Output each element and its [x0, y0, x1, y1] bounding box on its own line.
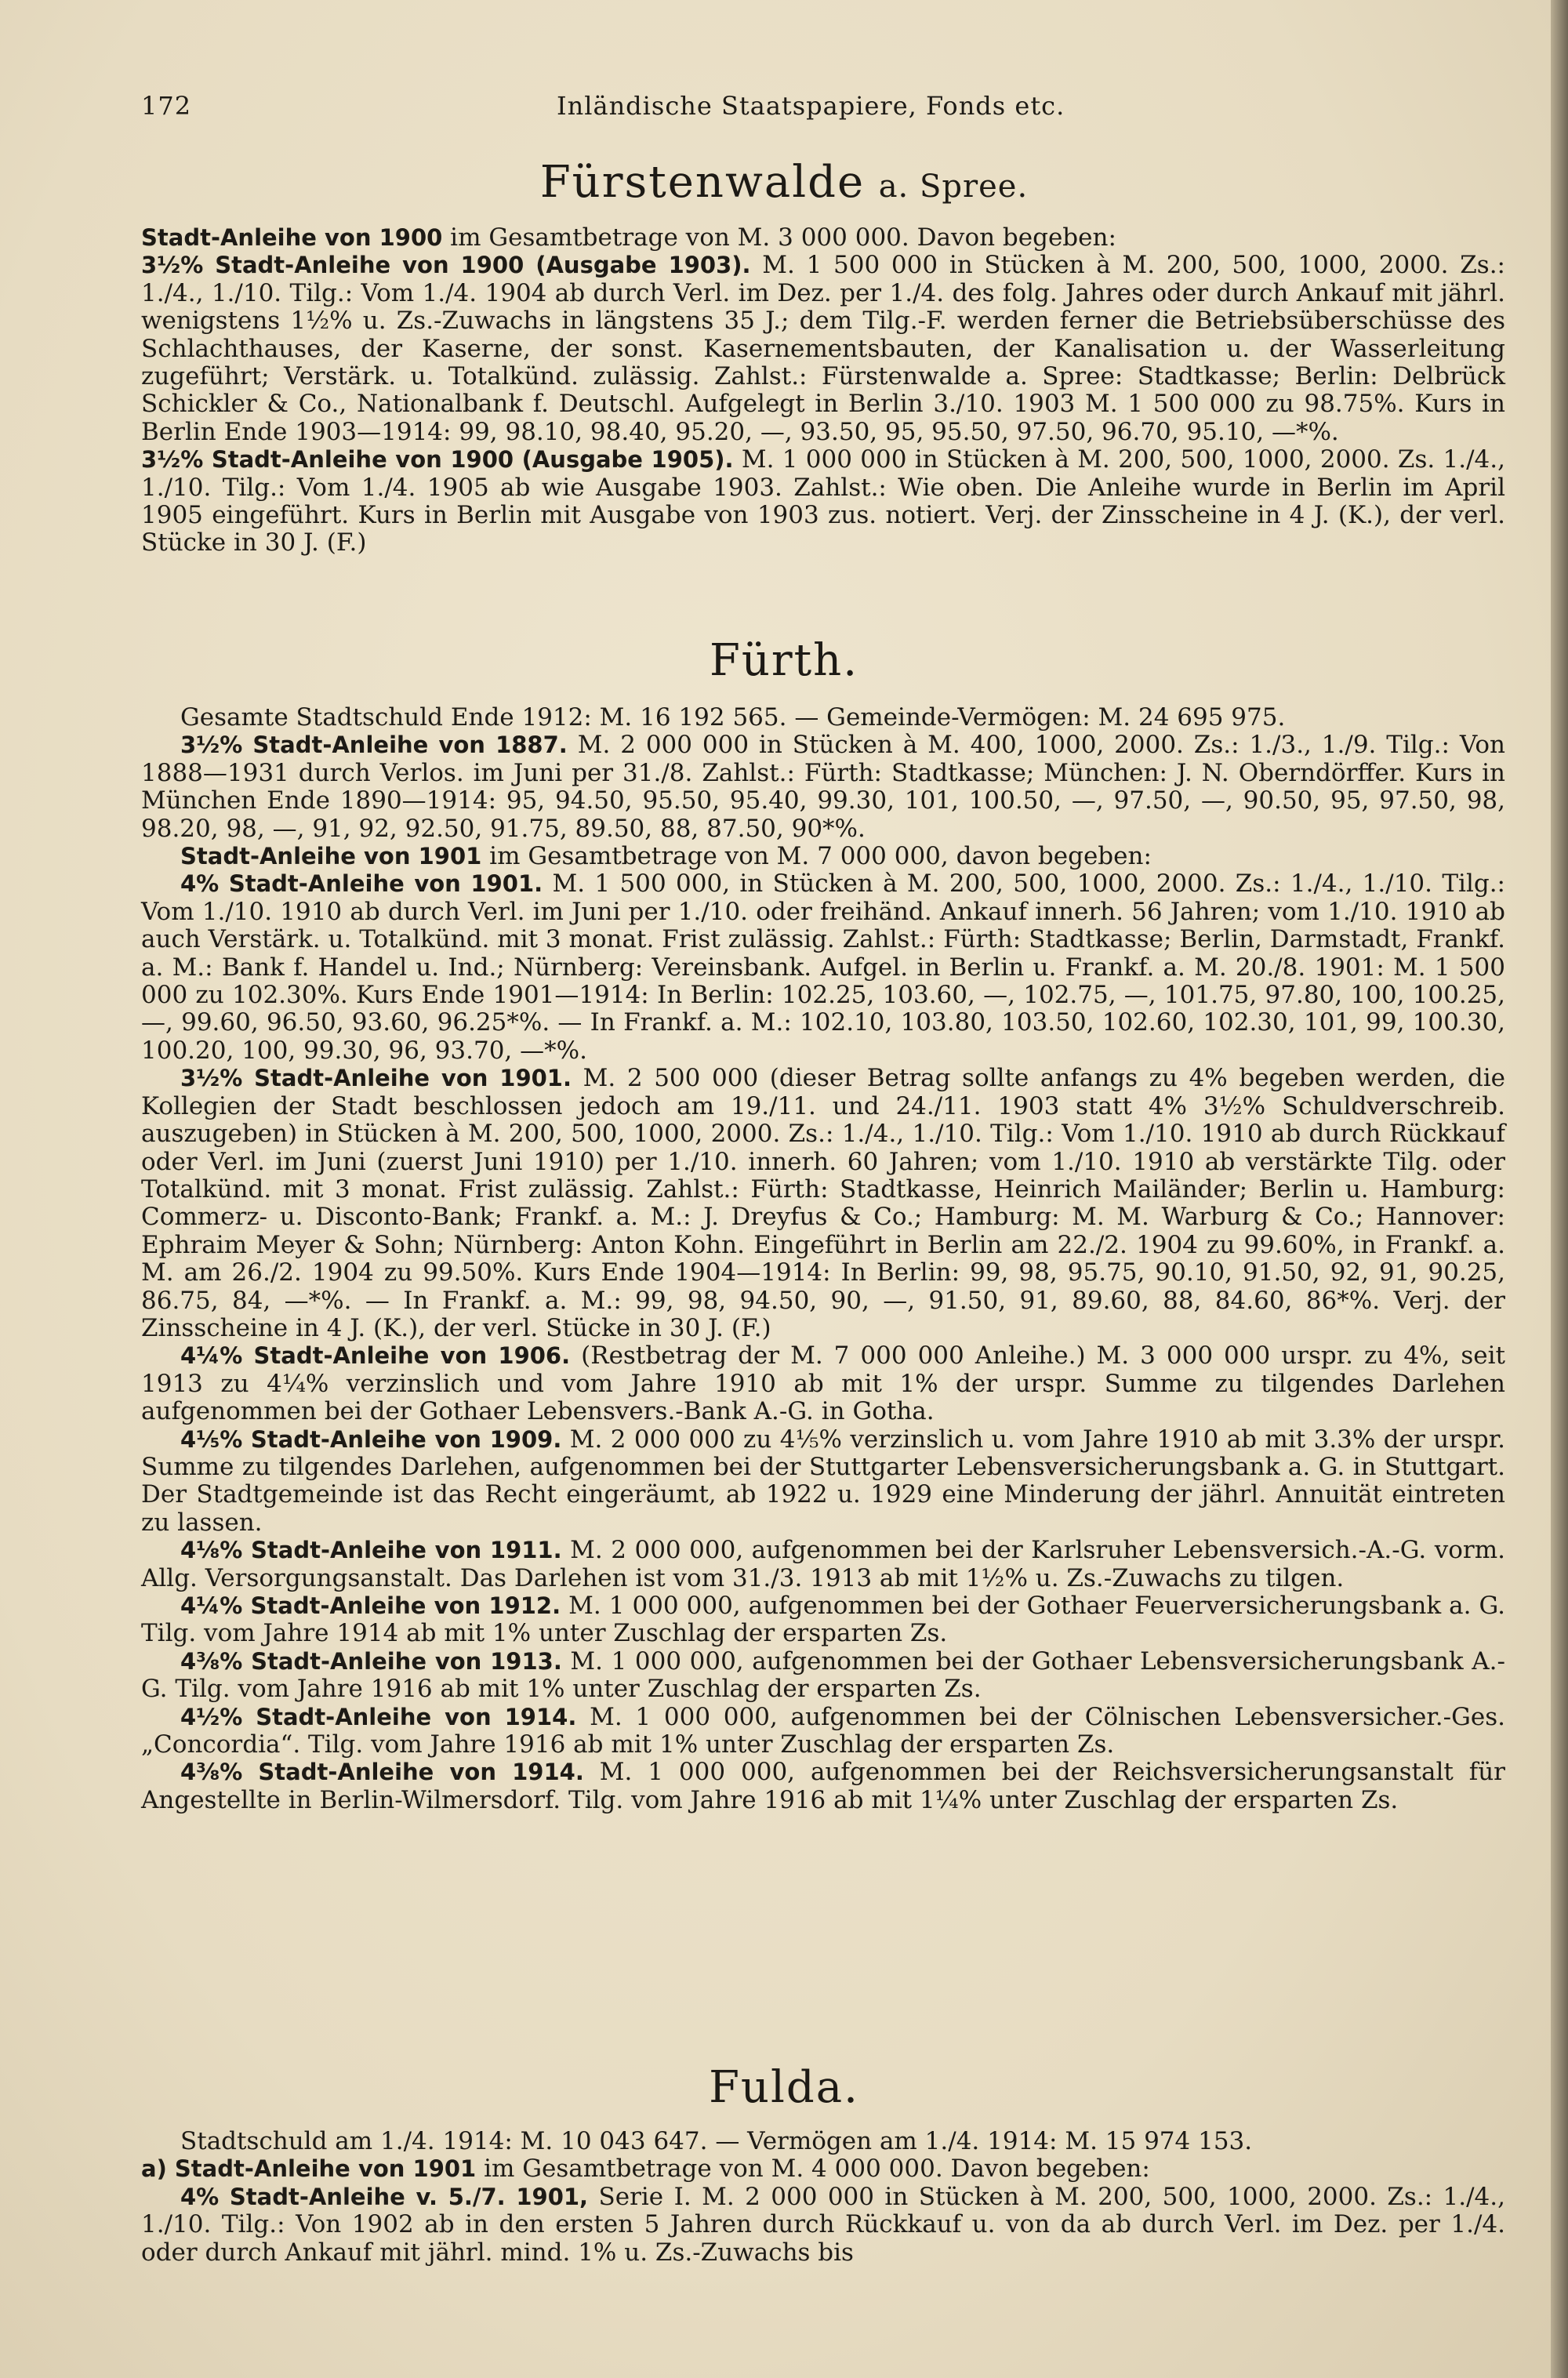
paragraph-text: M. 2 500 000 (dieser Betrag sollte anfangs zu 4% begeben werden, die Kollegien der Stadt beschlossen jedoch am 19./11. und 24./11. 1903 statt 4% 3½% Schuldverschreib. auszugeben) in Stücken à M. 200, 500, 1000, 2000. Zs.: 1./4., 1./10. Tilg.: Vom 1./10. 1910 ab durch Rückkauf oder Verl. im Juni (zuerst Juni 1910) per 1./10. innerh. 60 Jahren; vom 1./10. 1910 ab verstärkte Tilg. oder Totalkünd. mit 3 monat. Frist zulässig. Zahlst.: Fürth: Stadtkasse, Heinrich Mailänder; Berlin u. Hamburg: Commerz- u. Disconto-Bank; Frankf. a. M.: J. Dreyfus & Co.; Hamburg: M. M. Warburg & Co.; Hannover: Ephraim Meyer & Sohn; Nürnberg: Anton Kohn. Eingeführt in Berlin am 22./2. 1904 zu 99.60%, in Frankf. a. M. am 26./2. 1904 zu 99.50%. Kurs Ende 1904—1914: In Berlin: 99, 98, 95.75, 90.10, 91.50, 92, 91, 90.25, 86.75, 84, —*%. — In Frankf. a. M.: 99, 98, 94.50, 90, —, 91.50, 91, 89.60, 88, 84.60, 86*%. Verj. der Zinsscheine in 4 J. (K.), der verl. Stücke in 30 J. (F.): [141, 1064, 1505, 1342]
section-title-main: Fulda.: [709, 2062, 859, 2113]
paragraph-lead: 4⅜% Stadt-Anleihe von 1913.: [180, 1647, 562, 1675]
paragraph-text: M. 1 000 000, aufgenommen bei der Gothaer Lebensversicherungsbank A.-G. Tilg. vom Jahre 1916 ab mit 1% unter Zuschlag der ersparten Zs.: [141, 1646, 1505, 1704]
paragraph-lead: 4½% Stadt-Anleihe von 1914.: [180, 1703, 577, 1730]
paragraph: [141, 2184, 1505, 2267]
paragraph: [141, 446, 1505, 557]
paragraph-text: M. 1 000 000, aufgenommen bei der Gothaer Feuerversicherungsbank a. G. Tilg. vom Jahre 1914 ab mit 1% unter Zuschlag der ersparten Zs.: [141, 1592, 1505, 1648]
paragraph-text: M. 2 000 000 in Stücken à M. 400, 1000, 2000. Zs.: 1./3., 1./9. Tilg.: Von 1888—1931 durch Verlos. im Juni per 31./8. Zahlst.: Fürth: Stadtkasse; München: J. N. Oberndörffer. Kurs in München Ende 1890—1914: 95, 94.50, 95.50, 95.40, 99.30, 101, 100.50, —, 97.50, —, 90.50, 95, 97.50, 98, 98.20, 98, —, 91, 92, 92.50, 91.75, 89.50, 88, 87.50, 90*%.: [141, 731, 1506, 843]
paragraph-lead: 4⅛% Stadt-Anleihe von 1911.: [180, 1537, 562, 1564]
paragraph-lead: 4¼% Stadt-Anleihe von 1912.: [180, 1592, 561, 1619]
paragraph: [141, 252, 1505, 446]
paragraph: [141, 704, 1505, 732]
paragraph-text: Stadtschuld am 1./4. 1914: M. 10 043 647. — Vermögen am 1./4. 1914: M. 15 974 153.: [180, 2127, 1253, 2155]
paragraph-text: Serie I. M. 2 000 000 in Stücken à M. 200, 500, 1000, 2000. Zs.: 1./4., 1./10. Tilg.: Von 1902 ab in den ersten 5 Jahren durch Rückkauf u. von da ab durch Verl. im Dez. per 1./4. oder durch Ankauf mit jährl. mind. 1% u. Zs.-Zuwachs bis: [141, 2182, 1505, 2267]
paragraph-lead: 4% Stadt-Anleihe v. 5./7. 1901,: [180, 2183, 589, 2210]
section-title-fulda: [0, 2062, 1568, 2113]
paragraph-lead: 4% Stadt-Anleihe von 1901.: [180, 870, 543, 898]
paragraph: [141, 1537, 1505, 1592]
paragraph: [141, 1648, 1505, 1704]
section-body-fuerstenwalde: [141, 224, 1505, 557]
paragraph: [141, 1065, 1505, 1342]
paragraph-text: Gesamte Stadtschuld Ende 1912: M. 16 192 565. — Gemeinde-Vermögen: M. 24 695 975.: [180, 703, 1286, 732]
paragraph: [141, 1759, 1505, 1814]
paragraph-text: (Restbetrag der M. 7 000 000 Anleihe.) M. 3 000 000 urspr. zu 4%, seit 1913 zu 4¼% verzinslich und vom Jahre 1910 ab mit 1% der urspr. Summe zu tilgendes Darlehen aufgenommen bei der Gothaer Lebensvers.-Bank A.-G. in Gotha.: [141, 1341, 1505, 1426]
section-body-fulda: [141, 2128, 1505, 2267]
paragraph-lead: a) Stadt-Anleihe von 1901: [141, 2155, 477, 2183]
paragraph: [141, 1592, 1505, 1648]
page-number: 172: [141, 91, 192, 121]
paragraph-text: M. 1 000 000 in Stücken à M. 200, 500, 1000, 2000. Zs. 1./4., 1./10. Tilg.: Vom 1./4. 1905 ab wie Ausgabe 1903. Zahlst.: Wie oben. Die Anleihe wurde in Berlin im April 1905 eingeführt. Kurs in Berlin mit Ausgabe von 1903 zus. notiert. Verj. der Zinsscheine in 4 J. (K.), der verl. Stücke in 30 J. (F.): [141, 445, 1505, 557]
paragraph-lead: 3½% Stadt-Anleihe von 1900 (Ausgabe 1903).: [141, 252, 751, 279]
page-header: [141, 91, 1490, 130]
paragraph: [141, 870, 1505, 1065]
paragraph-text: M. 2 000 000, aufgenommen bei der Karlsruher Lebensversich.-A.-G. vorm. Allg. Versorgungsanstalt. Das Darlehen ist vom 31./3. 1913 ab mit 1½% u. Zs.-Zuwachs zu tilgen.: [141, 1536, 1505, 1592]
paragraph-text: im Gesamtbetrage von M. 4 000 000. Davon begeben:: [476, 2155, 1150, 2184]
paragraph: [141, 843, 1505, 870]
paragraph-text: M. 1 500 000 in Stücken à M. 200, 500, 1000, 2000. Zs.: 1./4., 1./10. Tilg.: Vom 1./4. 1904 ab durch Verl. im Dez. per 1./4. des folg. Jahres oder durch Ankauf mit jährl. wenigstens 1½% u. Zs.-Zuwachs in längstens 35 J.; dem Tilg.-F. werden ferner die Betriebsüberschüsse des Schlachthauses, der Kaserne, der sonst. Kasernementsbauten, der Kanalisation u. der Wasserleitung zugeführt; Verstärk. u. Totalkünd. zulässig. Zahlst.: Fürstenwalde a. Spree: Stadtkasse; Berlin: Delbrück Schickler & Co., Nationalbank f. Deutschl. Aufgelegt in Berlin 3./10. 1903 M. 1 500 000 zu 98.75%. Kurs in Berlin Ende 1903—1914: 99, 98.10, 98.40, 95.20, —, 93.50, 95, 95.50, 97.50, 96.70, 95.10, —*%.: [141, 251, 1505, 446]
section-title-fuerth: [0, 635, 1568, 686]
paragraph-text: M. 1 000 000, aufgenommen bei der Cölnischen Lebensversicher.-Ges. „Concordia“. Tilg. vom Jahre 1916 ab mit 1% unter Zuschlag der ersparten Zs.: [141, 1702, 1505, 1759]
paragraph: [141, 1704, 1505, 1759]
paragraph: [141, 732, 1505, 843]
paragraph-text: M. 1 500 000, in Stücken à M. 200, 500, 1000, 2000. Zs.: 1./4., 1./10. Tilg.: Vom 1./10. 1910 ab durch Verl. im Juni per 1./10. oder freihänd. Ankauf innerh. 56 Jahren; vom 1./10. 1910 ab auch Verstärk. u. Totalkünd. mit 3 monat. Frist zulässig. Zahlst.: Fürth: Stadtkasse; Berlin, Darmstadt, Frankf. a. M.: Bank f. Handel u. Ind.; Nürnberg: Vereinsbank. Aufgel. in Berlin u. Frankf. a. M. 20./8. 1901: M. 1 500 000 zu 102.30%. Kurs Ende 1901—1914: In Berlin: 102.25, 103.60, —, 102.75, —, 101.75, 97.80, 100, 100.25, —, 99.60, 96.50, 93.60, 96.25*%. — In Frankf. a. M.: 102.10, 103.80, 103.50, 102.60, 102.30, 101, 99, 100.30, 100.20, 100, 99.30, 96, 93.70, —*%.: [141, 870, 1505, 1065]
paragraph-text: im Gesamtbetrage von M. 3 000 000. Davon begeben:: [442, 223, 1116, 252]
paragraph-lead: 3½% Stadt-Anleihe von 1901.: [180, 1065, 572, 1092]
section-title-main: Fürstenwalde: [539, 157, 866, 208]
paragraph: [141, 1426, 1505, 1538]
paragraph-lead: Stadt-Anleihe von 1901: [180, 843, 482, 870]
section-title-sub: a. Spree.: [878, 169, 1029, 205]
paragraph-lead: 4⅕% Stadt-Anleihe von 1909.: [180, 1425, 562, 1453]
paragraph: [141, 2128, 1505, 2155]
paragraph-text: im Gesamtbetrage von M. 7 000 000, davon begeben:: [481, 842, 1152, 871]
paragraph-lead: 4¼% Stadt-Anleihe von 1906.: [180, 1342, 571, 1370]
section-title-fuerstenwalde: [0, 157, 1568, 208]
paragraph-lead: 4⅜% Stadt-Anleihe von 1914.: [180, 1759, 584, 1786]
page-edge-shadow: [1551, 0, 1568, 2378]
paragraph: [141, 224, 1505, 252]
paragraph: [141, 2155, 1505, 2183]
paragraph-text: M. 2 000 000 zu 4⅕% verzinslich u. vom Jahre 1910 ab mit 3.3% der urspr. Summe zu tilgendes Darlehen, aufgenommen bei der Stuttgarter Lebensversicherungsbank a. G. in Stuttgart. Der Stadtgemeinde ist das Recht eingeräumt, ab 1922 u. 1929 eine Minderung der jährl. Annuität eintreten zu lassen.: [141, 1425, 1505, 1537]
paragraph-lead: 3½% Stadt-Anleihe von 1887.: [180, 732, 568, 759]
paragraph-text: M. 1 000 000, aufgenommen bei der Reichsversicherungsanstalt für Angestellte in Berlin-Wilmersdorf. Tilg. vom Jahre 1916 ab mit 1¼% unter Zuschlag der ersparten Zs.: [141, 1758, 1505, 1814]
section-title-main: Fürth.: [709, 635, 859, 686]
section-body-fuerth: [141, 704, 1505, 1814]
running-title: Inländische Staatspapiere, Fonds etc.: [557, 91, 1065, 121]
paragraph-lead: Stadt-Anleihe von 1900: [141, 224, 443, 251]
paragraph-lead: 3½% Stadt-Anleihe von 1900 (Ausgabe 1905).: [141, 446, 734, 474]
paragraph: [141, 1342, 1505, 1425]
